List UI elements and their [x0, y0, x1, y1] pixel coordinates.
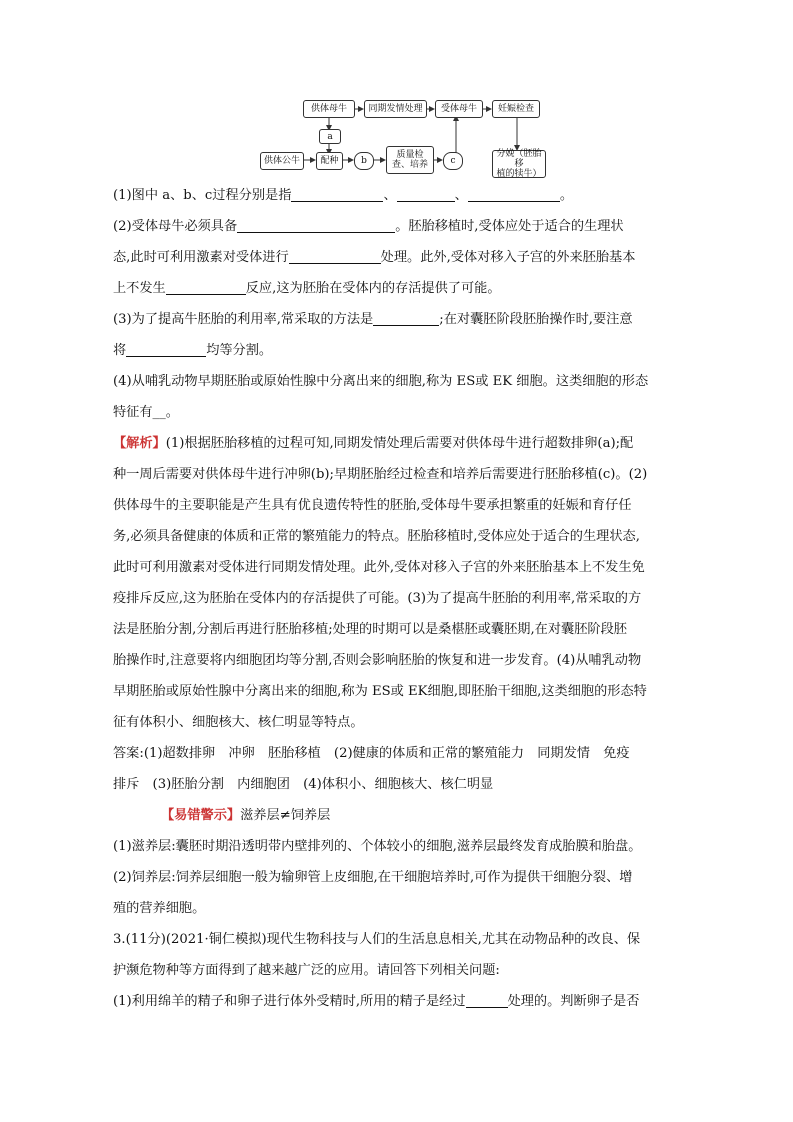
answer-line: 排斥 (3)胚胎分割 内细胞团 (4)体积小、细胞核大、核仁明显 — [113, 777, 494, 792]
question-3-line2: 将 均等分割。 — [113, 343, 273, 358]
warning-tag: 【易错警示】 — [161, 808, 241, 823]
flow-diagram — [255, 92, 545, 182]
analysis-line: 早期胚胎或原始性腺中分离出来的细胞,称为 ES或 EK细胞,即胚胎干细胞,这类细胞的形态特 — [113, 684, 647, 699]
question-1: (1)图中 a、b、c过程分别是指 、 、 。 — [113, 188, 573, 203]
answer-blank — [373, 311, 439, 326]
analysis-tag: 【解析】 — [113, 436, 166, 451]
analysis-line: 供体母牛的主要职能是产生具有优良遗传特性的胚胎,受体母牛要承担繁重的妊娠和育仔任 — [113, 498, 632, 513]
question-2-line1: (2)受体母牛必须具备 。胚胎移植时,受体应处于适合的生理状 — [113, 219, 624, 234]
question-3-stem: 护濒危物种等方面得到了越来越广泛的应用。请回答下列相关问题: — [113, 963, 500, 978]
analysis-line: 种一周后需要对供体母牛进行冲卵(b);早期胚胎经过检查和培养后需要进行胚胎移植(c)。(2) — [113, 467, 648, 482]
pregnancy-check-box: 妊娠检查 — [492, 100, 540, 118]
warning-line: (1)滋养层:囊胚时期沿透明带内壁排列的、个体较小的细胞,滋养层最终发育成胎膜和胎盘。 — [113, 839, 642, 854]
quality-box: 质量检 查、培养 — [386, 146, 434, 174]
answer-blank — [237, 218, 395, 233]
question-2-line3: 上不发生 反应,这为胚胎在受体内的存活提供了可能。 — [113, 281, 501, 296]
node-b-box: b — [354, 152, 374, 170]
answer-line: 答案:(1)超数排卵 冲卵 胚胎移植 (2)健康的体质和正常的繁殖能力 同期发情 免疫 — [113, 746, 630, 761]
analysis-line: 疫排斥反应,这为胚胎在受体内的存活提供了可能。(3)为了提高牛胚胎的利用率,常采取的方 — [113, 591, 642, 606]
analysis-line: 【解析】(1)根据胚胎移植的过程可知,同期发情处理后需要对供体母牛进行超数排卵(a);配 — [113, 436, 634, 451]
mating-box: 配种 — [316, 152, 343, 170]
answer-blank — [397, 187, 455, 202]
question-3-stem: 3.(11分)(2021·铜仁模拟)现代生物科技与人们的生活息息相关,尤其在动物品种的改良、保 — [113, 932, 641, 947]
answer-blank — [289, 249, 381, 264]
answer-blank — [166, 280, 246, 295]
birth-box: 分娩（胚胎移 植的犊牛） — [492, 150, 546, 178]
analysis-line: 征有体积小、细胞核大、核仁明显等特点。 — [113, 715, 364, 730]
sync-box: 同期发情处理 — [364, 100, 427, 118]
answer-blank — [291, 187, 383, 202]
warning-line: (2)饲养层:饲养层细胞一般为输卵管上皮细胞,在干细胞培养时,可作为提供干细胞分裂、增 — [113, 870, 633, 885]
question-4-line1: (4)从哺乳动物早期胚胎或原始性腺中分离出来的细胞,称为 ES或 EK 细胞。这类细胞的形态 — [113, 374, 649, 389]
question-4-line2: 特征有__。 — [113, 405, 179, 420]
question-body — [113, 180, 688, 1017]
warning-line: 殖的营养细胞。 — [113, 901, 206, 916]
node-a-box: a — [319, 129, 341, 144]
analysis-line: 胎操作时,注意要将内细胞团均等分割,否则会影响胚胎的恢复和进一步发育。(4)从哺乳动物 — [113, 653, 642, 668]
warning-heading: 【易错警示】滋养层≠饲养层 — [161, 808, 331, 823]
analysis-line: 法是胚胎分割,分割后再进行胚胎移植;处理的时期可以是桑椹胚或囊胚期,在对囊胚阶段胚 — [113, 622, 627, 637]
recipient-cow-box: 受体母牛 — [435, 100, 483, 118]
question-3-part1: (1)利用绵羊的精子和卵子进行体外受精时,所用的精子是经过 处理的。判断卵子是否 — [113, 994, 640, 1009]
donor-cow-box: 供体母牛 — [303, 100, 355, 118]
analysis-line: 务,必须具备健康的体质和正常的繁殖能力的特点。胚胎移植时,受体应处于适合的生理状态, — [113, 529, 640, 544]
analysis-line: 此时可利用激素对受体进行同期发情处理。此外,受体对移入子宫的外来胚胎基本上不发生免 — [113, 560, 645, 575]
node-c-box: c — [443, 152, 463, 170]
answer-blank — [468, 187, 560, 202]
question-3-line1: (3)为了提高牛胚胎的利用率,常采取的方法是 ;在对囊胚阶段胚胎操作时,要注意 — [113, 312, 633, 327]
answer-blank — [466, 993, 508, 1008]
answer-blank — [126, 342, 206, 357]
donor-bull-box: 供体公牛 — [260, 152, 304, 170]
question-2-line2: 态,此时可利用激素对受体进行 处理。此外,受体对移入子宫的外来胚胎基本 — [113, 250, 636, 265]
